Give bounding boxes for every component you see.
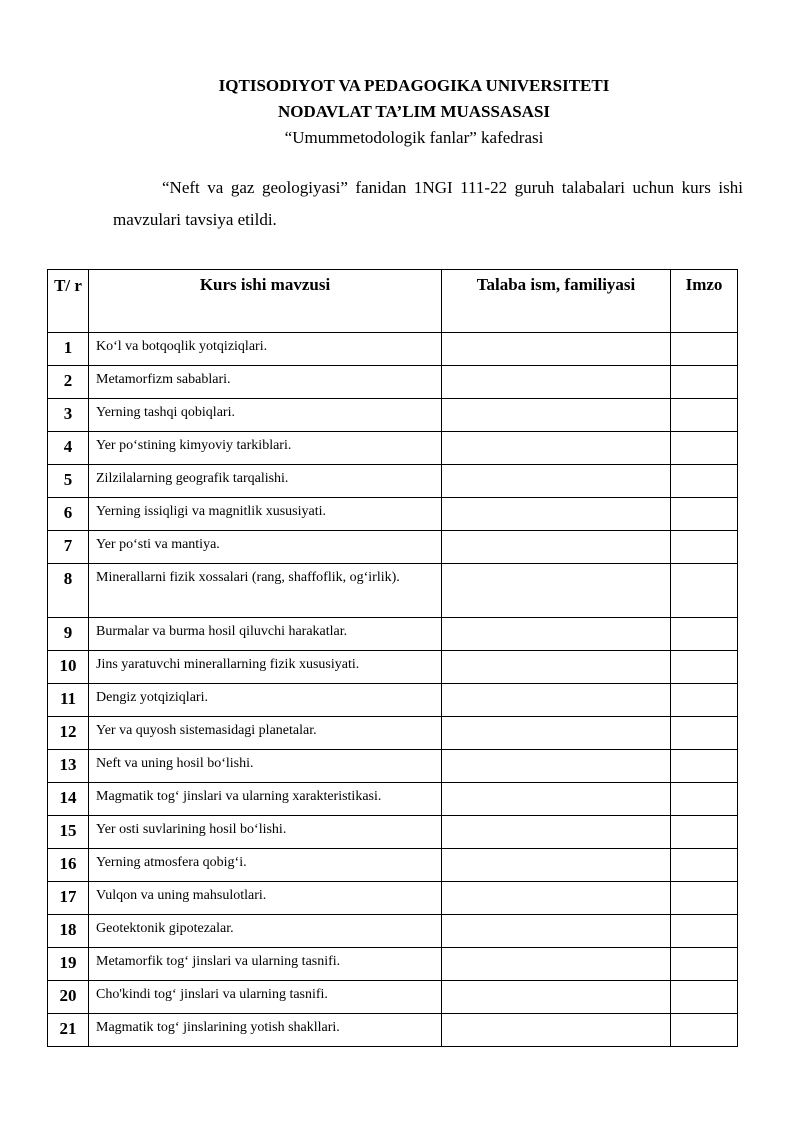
- signature-cell[interactable]: [671, 432, 738, 465]
- student-name-cell[interactable]: [442, 948, 671, 981]
- signature-cell[interactable]: [671, 465, 738, 498]
- signature-cell[interactable]: [671, 717, 738, 750]
- row-number: 5: [48, 465, 89, 498]
- signature-cell[interactable]: [671, 981, 738, 1014]
- topic-cell: Dengiz yotqiziqlari.: [89, 684, 442, 717]
- table-row: [48, 915, 738, 948]
- student-name-cell[interactable]: [442, 531, 671, 564]
- row-number: 3: [48, 399, 89, 432]
- student-name-cell[interactable]: [442, 882, 671, 915]
- student-name-cell[interactable]: [442, 750, 671, 783]
- table-row: [48, 564, 738, 618]
- topic-cell: Cho'kindi tog‘ jinslari va ularning tasnifi.: [89, 981, 442, 1014]
- table-body: [48, 333, 738, 1047]
- table-row: [48, 981, 738, 1014]
- student-name-cell[interactable]: [442, 432, 671, 465]
- table-row: [48, 816, 738, 849]
- topic-cell: Yer va quyosh sistemasidagi planetalar.: [89, 717, 442, 750]
- row-number: 9: [48, 618, 89, 651]
- row-number: 7: [48, 531, 89, 564]
- topic-cell: Yerning atmosfera qobig‘i.: [89, 849, 442, 882]
- student-name-cell[interactable]: [442, 684, 671, 717]
- table-row: [48, 399, 738, 432]
- student-name-cell[interactable]: [442, 981, 671, 1014]
- signature-cell[interactable]: [671, 783, 738, 816]
- topic-cell: Magmatik tog‘ jinslari va ularning xarakteristikasi.: [89, 783, 442, 816]
- student-name-cell[interactable]: [442, 651, 671, 684]
- signature-cell[interactable]: [671, 882, 738, 915]
- signature-cell[interactable]: [671, 399, 738, 432]
- topic-cell: Magmatik tog‘ jinslarining yotish shakllari.: [89, 1014, 442, 1047]
- row-number: 21: [48, 1014, 89, 1047]
- signature-cell[interactable]: [671, 651, 738, 684]
- row-number: 18: [48, 915, 89, 948]
- row-number: 6: [48, 498, 89, 531]
- table-row: [48, 717, 738, 750]
- signature-cell[interactable]: [671, 816, 738, 849]
- table-row: [48, 783, 738, 816]
- row-number: 17: [48, 882, 89, 915]
- student-name-cell[interactable]: [442, 498, 671, 531]
- signature-cell[interactable]: [671, 849, 738, 882]
- row-number: 1: [48, 333, 89, 366]
- topic-cell: Yer po‘sti va mantiya.: [89, 531, 442, 564]
- topic-cell: Burmalar va burma hosil qiluvchi harakatlar.: [89, 618, 442, 651]
- topic-cell: Yer osti suvlarining hosil bo‘lishi.: [89, 816, 442, 849]
- topic-cell: Jins yaratuvchi minerallarning fizik xususiyati.: [89, 651, 442, 684]
- table-row: [48, 849, 738, 882]
- signature-cell[interactable]: [671, 531, 738, 564]
- column-header-student: Talaba ism, familiyasi: [442, 270, 671, 333]
- signature-cell[interactable]: [671, 564, 738, 618]
- topic-cell: Vulqon va uning mahsulotlari.: [89, 882, 442, 915]
- table-row: [48, 333, 738, 366]
- table-row: [48, 684, 738, 717]
- row-number: 13: [48, 750, 89, 783]
- table-row: [48, 948, 738, 981]
- student-name-cell[interactable]: [442, 915, 671, 948]
- row-number: 8: [48, 564, 89, 618]
- topics-table: [47, 269, 738, 1047]
- intro-paragraph: “Neft va gaz geologiyasi” fanidan 1NGI 111-22 guruh talabalari uchun kurs ishi mavzulari tavsiya etildi.: [113, 178, 743, 229]
- signature-cell[interactable]: [671, 366, 738, 399]
- table-row: [48, 366, 738, 399]
- signature-cell[interactable]: [671, 333, 738, 366]
- table-header-row: [48, 270, 738, 333]
- topic-cell: Yer po‘stining kimyoviy tarkiblari.: [89, 432, 442, 465]
- student-name-cell[interactable]: [442, 564, 671, 618]
- signature-cell[interactable]: [671, 618, 738, 651]
- table-row: [48, 465, 738, 498]
- university-name: IQTISODIYOT VA PEDAGOGIKA UNIVERSITETI: [218, 76, 610, 95]
- department-name: “Umummetodologik fanlar” kafedrasi: [284, 128, 544, 147]
- signature-cell[interactable]: [671, 915, 738, 948]
- table-row: [48, 432, 738, 465]
- student-name-cell[interactable]: [442, 366, 671, 399]
- signature-cell[interactable]: [671, 498, 738, 531]
- signature-cell[interactable]: [671, 1014, 738, 1047]
- row-number: 2: [48, 366, 89, 399]
- topic-cell: Zilzilalarning geografik tarqalishi.: [89, 465, 442, 498]
- row-number: 19: [48, 948, 89, 981]
- topic-cell: Yerning issiqligi va magnitlik xususiyati.: [89, 498, 442, 531]
- topic-cell: Metamorfizm sabablari.: [89, 366, 442, 399]
- row-number: 15: [48, 816, 89, 849]
- signature-cell[interactable]: [671, 750, 738, 783]
- table-row: [48, 882, 738, 915]
- student-name-cell[interactable]: [442, 333, 671, 366]
- row-number: 11: [48, 684, 89, 717]
- student-name-cell[interactable]: [442, 399, 671, 432]
- student-name-cell[interactable]: [442, 618, 671, 651]
- topic-cell: Yerning tashqi qobiqlari.: [89, 399, 442, 432]
- column-header-topic: Kurs ishi mavzusi: [89, 270, 442, 333]
- topic-cell: Geotektonik gipotezalar.: [89, 915, 442, 948]
- student-name-cell[interactable]: [442, 465, 671, 498]
- document-header: [0, 73, 800, 151]
- column-header-number: T/ r: [48, 270, 89, 333]
- row-number: 10: [48, 651, 89, 684]
- topic-cell: Ko‘l va botqoqlik yotqiziqlari.: [89, 333, 442, 366]
- table-row: [48, 498, 738, 531]
- row-number: 20: [48, 981, 89, 1014]
- table-row: [48, 750, 738, 783]
- row-number: 4: [48, 432, 89, 465]
- column-header-signature: Imzo: [671, 270, 738, 333]
- student-name-cell[interactable]: [442, 783, 671, 816]
- table-row: [48, 1014, 738, 1047]
- student-name-cell[interactable]: [442, 816, 671, 849]
- topic-cell: Metamorfik tog‘ jinslari va ularning tasnifi.: [89, 948, 442, 981]
- student-name-cell[interactable]: [442, 1014, 671, 1047]
- topic-cell: Minerallarni fizik xossalari (rang, shaffoflik, og‘irlik).: [89, 564, 442, 618]
- row-number: 16: [48, 849, 89, 882]
- table-row: [48, 651, 738, 684]
- table-row: [48, 618, 738, 651]
- row-number: 14: [48, 783, 89, 816]
- topic-cell: Neft va uning hosil bo‘lishi.: [89, 750, 442, 783]
- student-name-cell[interactable]: [442, 849, 671, 882]
- row-number: 12: [48, 717, 89, 750]
- institution-type: NODAVLAT TA’LIM MUASSASASI: [277, 102, 551, 121]
- student-name-cell[interactable]: [442, 717, 671, 750]
- signature-cell[interactable]: [671, 948, 738, 981]
- signature-cell[interactable]: [671, 684, 738, 717]
- table-row: [48, 531, 738, 564]
